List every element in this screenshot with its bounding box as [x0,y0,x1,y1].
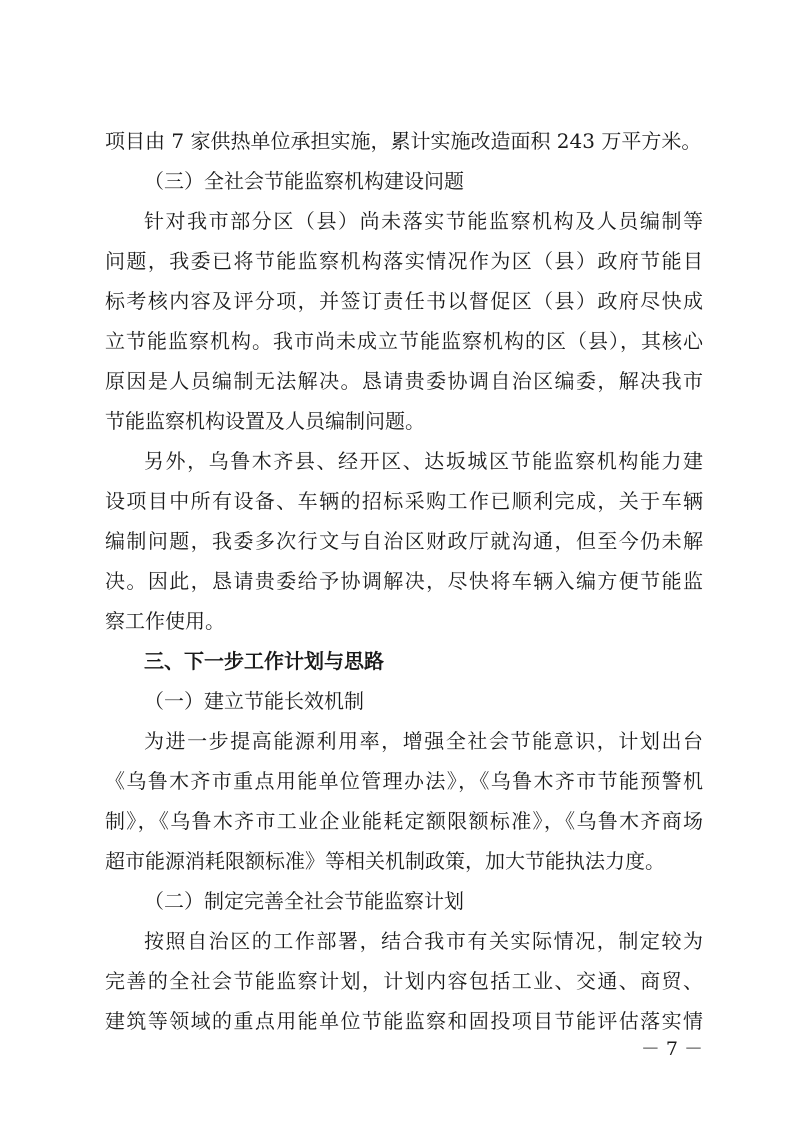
paragraph-line: 建筑等领域的重点用能单位节能监察和固投项目节能评估落实情 [105,1009,703,1033]
paragraph-line: 按照自治区的工作部署，结合我市有关实际情况，制定较为 [144,929,703,953]
chapter-heading: 三、下一步工作计划与思路 [144,649,384,673]
paragraph-line: 另外，乌鲁木齐县、经开区、达坂城区节能监察机构能力建 [144,449,703,473]
paragraph-line: 超市能源消耗限额标准》等相关机制政策，加大节能执法力度。 [105,849,665,873]
paragraph-line: 为进一步提高能源利用率，增强全社会节能意识，计划出台 [144,729,703,753]
paragraph-line: 设项目中所有设备、车辆的招标采购工作已顺利完成，关于车辆 [105,489,703,513]
paragraph-line: 完善的全社会节能监察计划，计划内容包括工业、交通、商贸、 [105,969,703,993]
section-heading-1: （一）建立节能长效机制 [144,689,364,713]
paragraph-line: 编制问题，我委多次行文与自治区财政厅就沟通，但至今仍未解 [105,529,703,553]
paragraph-line: 察工作使用。 [105,609,225,633]
paragraph-line: 制》，《乌鲁木齐市工业企业能耗定额限额标准》，《乌鲁木齐商场 [105,809,703,833]
section-heading-3: （三）全社会节能监察机构建设问题 [144,169,464,193]
paragraph-line: 立节能监察机构。我市尚未成立节能监察机构的区（县），其核心 [105,329,703,353]
paragraph-line: 决。因此，恳请贵委给予协调解决，尽快将车辆入编方便节能监 [105,569,703,593]
section-heading-2: （二）制定完善全社会节能监察计划 [144,889,464,913]
paragraph-line: 项目由 7 家供热单位承担实施，累计实施改造面积 243 万平方米。 [105,129,702,153]
paragraph-line: 问题，我委已将节能监察机构落实情况作为区（县）政府节能目 [105,249,703,273]
paragraph-line: 原因是人员编制无法解决。恳请贵委协调自治区编委，解决我市 [105,369,703,393]
paragraph-line: 针对我市部分区（县）尚未落实节能监察机构及人员编制等 [144,209,703,233]
paragraph-line: 《乌鲁木齐市重点用能单位管理办法》，《乌鲁木齐市节能预警机 [105,769,703,793]
page-number: － 7 － [640,1038,703,1060]
paragraph-line: 节能监察机构设置及人员编制问题。 [105,409,425,433]
paragraph-line: 标考核内容及评分项，并签订责任书以督促区（县）政府尽快成 [105,289,703,313]
